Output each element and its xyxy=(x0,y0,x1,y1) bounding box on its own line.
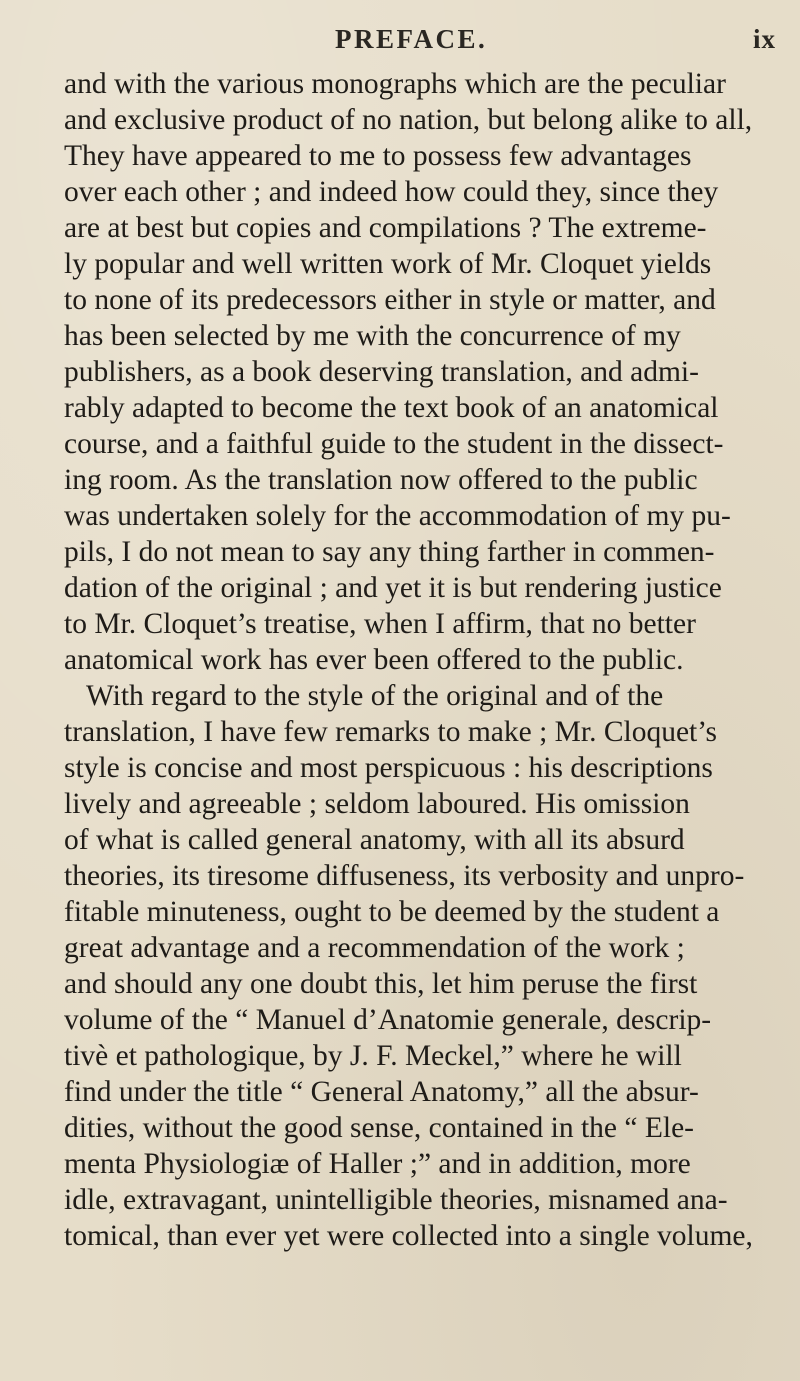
text-line: tomical, than ever yet were collected into a single volume, xyxy=(64,1220,753,1252)
text-line: ing room. As the translation now offered to the public xyxy=(64,464,698,496)
text-line: idle, extravagant, unintelligible theories, misnamed ana- xyxy=(64,1184,728,1216)
text-line: anatomical work has ever been offered to the public. xyxy=(64,644,684,676)
text-line: and should any one doubt this, let him peruse the first xyxy=(64,968,698,1000)
text-line: and with the various monographs which are the peculiar xyxy=(64,68,726,100)
text-line: to none of its predecessors either in style or matter, and xyxy=(64,284,716,316)
text-line: fitable minuteness, ought to be deemed by the student a xyxy=(64,896,720,928)
text-line: They have appeared to me to possess few advantages xyxy=(64,140,692,172)
text-line: publishers, as a book deserving translation, and admi- xyxy=(64,356,699,388)
text-line: dities, without the good sense, contained in the “ Ele- xyxy=(64,1112,695,1144)
running-head xyxy=(0,20,800,60)
text-line: of what is called general anatomy, with all its absurd xyxy=(64,824,685,856)
text-line: and exclusive product of no nation, but belong alike to all, xyxy=(64,104,753,136)
text-line: tivè et pathologique, by J. F. Meckel,” where he will xyxy=(64,1040,682,1072)
text-line: lively and agreeable ; seldom laboured. His omission xyxy=(64,788,690,820)
page-number: ix xyxy=(753,24,777,54)
text-line: With regard to the style of the original and of the xyxy=(86,680,664,712)
text-line: over each other ; and indeed how could they, since they xyxy=(64,176,719,208)
text-line: pils, I do not mean to say any thing farther in commen- xyxy=(64,536,715,568)
text-line: are at best but copies and compilations ? The extreme- xyxy=(64,212,707,244)
text-line: style is concise and most perspicuous : his descriptions xyxy=(64,752,713,784)
text-line: has been selected by me with the concurrence of my xyxy=(64,320,681,352)
text-line: to Mr. Cloquet’s treatise, when I affirm, that no better xyxy=(64,608,696,640)
text-line: ly popular and well written work of Mr. Cloquet yields xyxy=(64,248,712,280)
text-line: translation, I have few remarks to make ; Mr. Cloquet’s xyxy=(64,716,717,748)
text-line: volume of the “ Manuel d’Anatomie generale, descrip- xyxy=(64,1004,712,1036)
text-line: menta Physiologiæ of Haller ;” and in addition, more xyxy=(64,1148,691,1180)
text-line: dation of the original ; and yet it is but rendering justice xyxy=(64,572,722,604)
text-line: find under the title “ General Anatomy,” all the absur- xyxy=(64,1076,699,1108)
text-line: course, and a faithful guide to the student in the dissect- xyxy=(64,428,724,460)
text-line: rably adapted to become the text book of an anatomical xyxy=(64,392,719,424)
text-line: was undertaken solely for the accommodation of my pu- xyxy=(64,500,731,532)
text-line: great advantage and a recommendation of the work ; xyxy=(64,932,685,964)
running-title: PREFACE. xyxy=(335,24,488,54)
text-line: theories, its tiresome diffuseness, its verbosity and unpro- xyxy=(64,860,745,892)
